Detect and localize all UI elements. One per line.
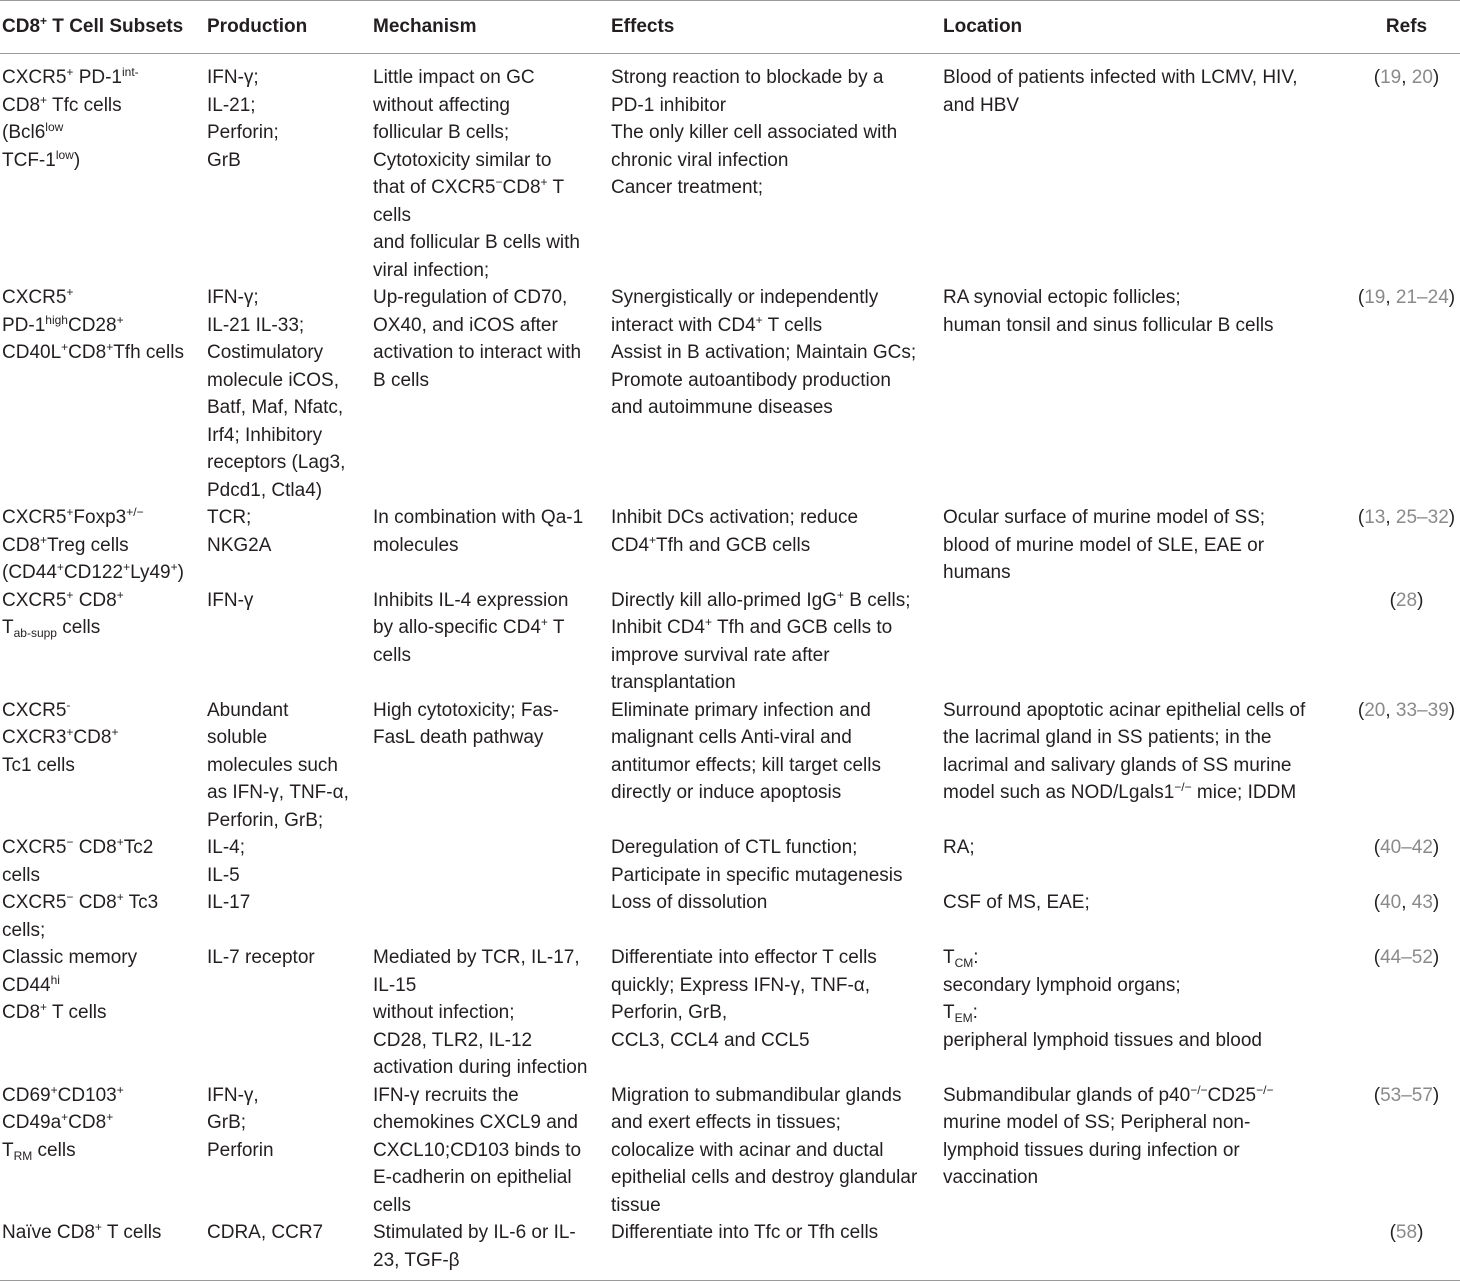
cell-line: CXCL10;CD103 binds to bbox=[373, 1139, 582, 1161]
cell-line: IFN-γ recruits the bbox=[373, 1084, 519, 1106]
cell-line: $T_{EM}$: bbox=[943, 1002, 978, 1025]
reference-link[interactable]: 28 bbox=[1395, 589, 1418, 611]
cell-line: Inhibits IL-4 expression bbox=[373, 589, 569, 611]
cell-line: CSF of MS, EAE; bbox=[943, 892, 1090, 913]
cell-line: and autoimmune diseases bbox=[611, 397, 833, 418]
cell-subset bbox=[0, 587, 207, 697]
cell-mechanism bbox=[373, 889, 611, 944]
cell-line: CD8+ Tfc cells bbox=[2, 92, 122, 116]
cell-subset bbox=[0, 889, 207, 944]
cell-line: cells; bbox=[2, 919, 46, 941]
cell-line: CD28, TLR2, IL-12 bbox=[373, 1029, 533, 1051]
cell-line: IL-5 bbox=[207, 864, 240, 886]
cell-subset bbox=[0, 944, 207, 1082]
cell-line: and HBV bbox=[943, 94, 1020, 116]
cell-line: IFN-γ, bbox=[207, 1084, 259, 1106]
cell-production bbox=[207, 944, 373, 1082]
cell-line: directly or induce apoptosis bbox=[611, 782, 842, 803]
cell-line: $CD44^{hi}$ bbox=[2, 972, 60, 996]
cell-line: Stimulated by IL-6 or IL- bbox=[373, 1222, 576, 1243]
cell-line: lacrimal and salivary glands of SS murine bbox=[943, 754, 1292, 776]
cell-line: receptors (Lag3, bbox=[207, 452, 346, 473]
reference-link[interactable]: 19 bbox=[1380, 67, 1402, 88]
cell-refs: (13, 25–32) bbox=[1357, 507, 1456, 528]
cell-line: Classic memory bbox=[2, 947, 138, 968]
cell-line: lymphoid tissues during infection or bbox=[943, 1139, 1240, 1161]
cell-effects bbox=[611, 284, 943, 504]
cell-effects bbox=[611, 1219, 943, 1281]
cell-line: CXCR5+ CD8+ bbox=[2, 587, 124, 611]
reference-link[interactable]: 40 bbox=[1380, 892, 1402, 913]
cell-line: CXCR5+Foxp3+/− bbox=[2, 505, 144, 528]
cell-line: E-cadherin on epithelial bbox=[373, 1167, 572, 1188]
cell-production bbox=[207, 889, 373, 944]
cell-line: molecules such bbox=[207, 754, 338, 776]
header-subsets: CD8+ T Cell Subsets bbox=[0, 1, 207, 54]
cell-line: CCL3, CCL4 and CCL5 bbox=[611, 1029, 810, 1051]
cell-line: OX40, and iCOS after bbox=[373, 314, 558, 336]
cell-line: molecule iCOS, bbox=[207, 369, 339, 391]
cell-line: interact with CD4+ T cells bbox=[611, 312, 823, 336]
cell-line: cells bbox=[2, 864, 41, 886]
cell-production bbox=[207, 1219, 373, 1281]
cell-line: Ocular surface of murine model of SS; bbox=[943, 507, 1266, 528]
cell-line: Migration to submandibular glands bbox=[611, 1084, 902, 1106]
cell-line: model such as NOD/Lgals1−/− mice; IDDM bbox=[943, 780, 1297, 803]
cell-subset bbox=[0, 697, 207, 835]
table-row bbox=[0, 834, 1460, 889]
cell-line: Eliminate primary infection and bbox=[611, 699, 871, 721]
cell-line: GrB; bbox=[207, 1112, 247, 1133]
cell-location bbox=[943, 944, 1353, 1082]
cell-line: malignant cells Anti-viral and bbox=[611, 727, 852, 748]
cell-line: colocalize with acinar and ductal bbox=[611, 1139, 884, 1161]
cell-line: IFN-γ; bbox=[207, 287, 259, 308]
cell-line: IL-17 bbox=[207, 892, 251, 913]
cell-line: High cytotoxicity; Fas- bbox=[373, 699, 559, 721]
cell-production bbox=[207, 587, 373, 697]
table-row bbox=[0, 1082, 1460, 1220]
cell-line: IL-7 receptor bbox=[207, 947, 315, 968]
cell-line: IL-21; bbox=[207, 94, 256, 116]
cell-line: Perforin, GrB; bbox=[207, 809, 324, 831]
reference-link[interactable]: 58 bbox=[1395, 1222, 1418, 1243]
cell-line: vaccination bbox=[943, 1167, 1039, 1188]
reference-link[interactable]: 25–32 bbox=[1395, 507, 1449, 528]
cell-mechanism bbox=[373, 697, 611, 835]
cell-production bbox=[207, 697, 373, 835]
cell-line: Blood of patients infected with LCMV, HIV, bbox=[943, 67, 1298, 88]
cell-line: Cytotoxicity similar to bbox=[373, 149, 552, 171]
table-row bbox=[0, 284, 1460, 504]
reference-link[interactable]: 40–42 bbox=[1380, 837, 1433, 858]
cell-line: and follicular B cells with bbox=[373, 232, 580, 253]
cell-line: chemokines CXCL9 and bbox=[373, 1112, 578, 1133]
cell-refs: (40, 43) bbox=[1373, 892, 1440, 913]
cell-effects bbox=[611, 889, 943, 944]
table-row bbox=[0, 54, 1460, 285]
reference-link[interactable]: 20 bbox=[1411, 67, 1433, 88]
cell-line: Inhibit DCs activation; reduce bbox=[611, 507, 859, 528]
reference-link[interactable]: 33–39 bbox=[1395, 699, 1449, 721]
reference-link[interactable]: 21–24 bbox=[1395, 287, 1449, 308]
header-production: Production bbox=[207, 1, 373, 54]
cell-line: Synergistically or independently bbox=[611, 287, 879, 308]
reference-link[interactable]: 44–52 bbox=[1380, 947, 1433, 968]
cell-line: CXCR5- bbox=[2, 697, 71, 721]
cell-mechanism bbox=[373, 54, 611, 285]
cell-line: Participate in specific mutagenesis bbox=[611, 864, 903, 886]
cell-line: IFN-γ bbox=[207, 589, 254, 611]
cell-subset bbox=[0, 1219, 207, 1281]
cell-line: Perforin; bbox=[207, 122, 279, 143]
cell-line: CD69+CD103+ bbox=[2, 1082, 124, 1106]
cell-line: Abundant bbox=[207, 699, 289, 721]
cell-line: 23, TGF-β bbox=[373, 1249, 460, 1271]
cell-refs: (40–42) bbox=[1373, 837, 1440, 858]
cell-line: PD-1 inhibitor bbox=[611, 94, 727, 116]
cell-line: secondary lymphoid organs; bbox=[943, 974, 1181, 996]
cell-mechanism bbox=[373, 284, 611, 504]
cell-line: and exert effects in tissues; bbox=[611, 1112, 841, 1133]
cell-mechanism bbox=[373, 1082, 611, 1220]
cell-line: Little impact on GC bbox=[373, 67, 535, 88]
cell-line: without affecting bbox=[373, 94, 510, 116]
cell-refs: (19, 21–24) bbox=[1357, 287, 1456, 308]
cell-location bbox=[943, 697, 1353, 835]
cell-line: human tonsil and sinus follicular B cells bbox=[943, 314, 1274, 336]
cell-line: the lacrimal gland in SS patients; in the bbox=[943, 727, 1272, 748]
cell-line: soluble bbox=[207, 727, 268, 748]
cell-line: Submandibular glands of p40−/−CD25−/− bbox=[943, 1082, 1274, 1106]
cell-line: activation to interact with bbox=[373, 342, 582, 363]
cell-subset bbox=[0, 504, 207, 587]
cell-line: peripheral lymphoid tissues and blood bbox=[943, 1029, 1262, 1051]
cell-line: $T_{ab-supp}$ cells bbox=[2, 617, 101, 640]
table-row bbox=[0, 697, 1460, 835]
cell-refs: (58) bbox=[1353, 1219, 1460, 1281]
cell-line: GrB bbox=[207, 149, 241, 171]
cell-line: as IFN-γ, TNF-α, bbox=[207, 782, 349, 803]
cell-line: IL-15 bbox=[373, 974, 417, 996]
cell-line: Batf, Maf, Nfatc, bbox=[207, 397, 344, 418]
cell-line: CD4+Tfh and GCB cells bbox=[611, 532, 811, 556]
cell-location bbox=[943, 54, 1353, 285]
cell-line: cells bbox=[373, 204, 412, 226]
cell-line: Differentiate into effector T cells bbox=[611, 947, 877, 968]
cell-location bbox=[943, 889, 1353, 944]
cell-line: follicular B cells; bbox=[373, 122, 510, 143]
cell-line: antitumor effects; kill target cells bbox=[611, 754, 881, 776]
cell-line: CDRA, CCR7 bbox=[207, 1222, 324, 1243]
cell-location bbox=[943, 284, 1353, 504]
cell-effects bbox=[611, 697, 943, 835]
table-header bbox=[0, 1, 1460, 54]
cell-line: CXCR5− CD8+Tc2 bbox=[2, 835, 154, 858]
cell-refs: (19, 20) bbox=[1373, 67, 1440, 88]
cell-line: CXCR5+ bbox=[2, 285, 74, 308]
cell-mechanism bbox=[373, 504, 611, 587]
cell-production bbox=[207, 54, 373, 285]
table-row bbox=[0, 504, 1460, 587]
cell-subset bbox=[0, 54, 207, 285]
cell-line: CXCR3+CD8+ bbox=[2, 725, 119, 748]
cell-production bbox=[207, 834, 373, 889]
cell-refs: (53–57) bbox=[1373, 1084, 1440, 1106]
cell-line: Mediated by TCR, IL-17, bbox=[373, 947, 580, 968]
cell-line: Cancer treatment; bbox=[611, 177, 764, 198]
header-row bbox=[0, 1, 1460, 54]
header-effects: Effects bbox=[611, 1, 943, 54]
cell-line: Perforin, GrB, bbox=[611, 1002, 728, 1023]
table-row bbox=[0, 1219, 1460, 1281]
cell-line: IFN-γ; bbox=[207, 67, 259, 88]
cell-refs: (28) bbox=[1389, 589, 1424, 611]
cell-line: Naïve CD8+ T cells bbox=[2, 1220, 162, 1243]
cell-line: Deregulation of CTL function; bbox=[611, 837, 858, 858]
cell-line: activation during infection bbox=[373, 1057, 588, 1078]
cell-mechanism bbox=[373, 1219, 611, 1281]
cell-line: murine model of SS; Peripheral non- bbox=[943, 1112, 1251, 1133]
cell-line: $PD-1^{high}CD28^+$ bbox=[2, 312, 124, 336]
cell-line: CXCR5− CD8+ Tc3 bbox=[2, 890, 159, 913]
cell-line: molecules bbox=[373, 534, 459, 556]
cell-mechanism bbox=[373, 944, 611, 1082]
cell-subset bbox=[0, 834, 207, 889]
cell-line: Assist in B activation; Maintain GCs; bbox=[611, 342, 917, 363]
cell-location bbox=[943, 834, 1353, 889]
cell-effects bbox=[611, 944, 943, 1082]
cell-effects bbox=[611, 587, 943, 697]
cell-location bbox=[943, 504, 1353, 587]
cell-line: NKG2A bbox=[207, 534, 272, 556]
cell-effects bbox=[611, 1082, 943, 1220]
cell-location bbox=[943, 587, 1353, 697]
cell-subset bbox=[0, 1082, 207, 1220]
cell-effects bbox=[611, 504, 943, 587]
cell-line: Costimulatory bbox=[207, 342, 324, 363]
cell-line: quickly; Express IFN-γ, TNF-α, bbox=[611, 974, 871, 996]
cell-effects bbox=[611, 54, 943, 285]
cell-line: Loss of dissolution bbox=[611, 892, 768, 913]
cell-line: TCR; bbox=[207, 507, 252, 528]
cell-line: Surround apoptotic acinar epithelial cells of bbox=[943, 699, 1306, 721]
cell-line: $T_{CM}$: bbox=[943, 947, 979, 970]
cell-production bbox=[207, 1082, 373, 1220]
header-location: Location bbox=[943, 1, 1353, 54]
table-body bbox=[0, 54, 1460, 1281]
reference-link[interactable]: 43 bbox=[1411, 892, 1433, 913]
cell-line: FasL death pathway bbox=[373, 727, 544, 748]
cell-refs: (44–52) bbox=[1373, 947, 1440, 968]
cell-mechanism bbox=[373, 587, 611, 697]
cell-effects bbox=[611, 834, 943, 889]
table-row bbox=[0, 587, 1460, 697]
cell-line: improve survival rate after bbox=[611, 644, 830, 666]
cell-line: Perforin bbox=[207, 1139, 274, 1161]
cell-line: Directly kill allo-primed IgG+ B cells; bbox=[611, 587, 911, 611]
cell-refs: (20, 33–39) bbox=[1357, 699, 1456, 721]
cell-production bbox=[207, 284, 373, 504]
cell-line: Tc1 cells bbox=[2, 754, 75, 776]
cell-line: epithelial cells and destroy glandular bbox=[611, 1167, 918, 1188]
cell-line: B cells bbox=[373, 369, 429, 391]
cell-line: viral infection; bbox=[373, 259, 490, 281]
cell-line: TCF-$1^{low}$) bbox=[2, 147, 81, 171]
reference-link[interactable]: 19 bbox=[1364, 287, 1386, 308]
table-row bbox=[0, 889, 1460, 944]
cell-line: cells bbox=[373, 644, 412, 666]
cell-line: IL-21 IL-33; bbox=[207, 314, 305, 336]
cell-line: Up-regulation of CD70, bbox=[373, 287, 568, 308]
cell-line: The only killer cell associated with bbox=[611, 122, 898, 143]
reference-link[interactable]: 53–57 bbox=[1380, 1084, 1433, 1106]
header-refs: Refs bbox=[1353, 1, 1460, 54]
cell-line: ($Bcl6^{low}$ bbox=[2, 120, 64, 143]
cell-line: CD8+ T cells bbox=[2, 1000, 107, 1023]
cell-line: Differentiate into Tfc or Tfh cells bbox=[611, 1222, 879, 1243]
cell-line: by allo-specific CD4+ T bbox=[373, 615, 565, 638]
table-row bbox=[0, 944, 1460, 1082]
reference-link[interactable]: 13 bbox=[1364, 507, 1386, 528]
cell-line: RA synovial ectopic follicles; bbox=[943, 287, 1181, 308]
cell-line: Irf4; Inhibitory bbox=[207, 424, 323, 446]
cell-line: In combination with Qa-1 bbox=[373, 507, 584, 528]
cell-line: that of CXCR5−CD8+ T bbox=[373, 175, 565, 198]
cell-line: blood of murine model of SLE, EAE or bbox=[943, 534, 1265, 556]
header-mechanism: Mechanism bbox=[373, 1, 611, 54]
cell-location bbox=[943, 1219, 1353, 1281]
cell-subset bbox=[0, 284, 207, 504]
cell-line: tissue bbox=[611, 1194, 661, 1216]
cell-mechanism bbox=[373, 834, 611, 889]
cell-line: Strong reaction to blockade by a bbox=[611, 67, 884, 88]
cell-line: CXCR5+ $PD-1^{int-}$ bbox=[2, 65, 139, 88]
cell-line: chronic viral infection bbox=[611, 149, 789, 171]
cell-line: cells bbox=[373, 1194, 412, 1216]
cell-line: IL-4; bbox=[207, 837, 246, 858]
cell-line: CD49a+CD8+ bbox=[2, 1110, 114, 1133]
cell-location bbox=[943, 1082, 1353, 1220]
cell-line: transplantation bbox=[611, 672, 736, 693]
cell-line: CD8+Treg cells bbox=[2, 532, 129, 556]
cell-line: Inhibit CD4+ Tfh and GCB cells to bbox=[611, 615, 893, 638]
cell-line: RA; bbox=[943, 837, 975, 858]
cell-production bbox=[207, 504, 373, 587]
cell-line: $T_{RM}$ cells bbox=[2, 1139, 76, 1163]
cell-line: Promote autoantibody production bbox=[611, 369, 891, 391]
cell-line: (CD44+CD122+Ly49+) bbox=[2, 560, 184, 583]
cell-line: Pdcd1, Ctla4) bbox=[207, 479, 323, 501]
reference-link[interactable]: 20 bbox=[1364, 699, 1386, 721]
cell-line: CD40L+CD8+Tfh cells bbox=[2, 340, 184, 363]
cell-line: humans bbox=[943, 562, 1011, 583]
cell-line: without infection; bbox=[373, 1002, 515, 1023]
